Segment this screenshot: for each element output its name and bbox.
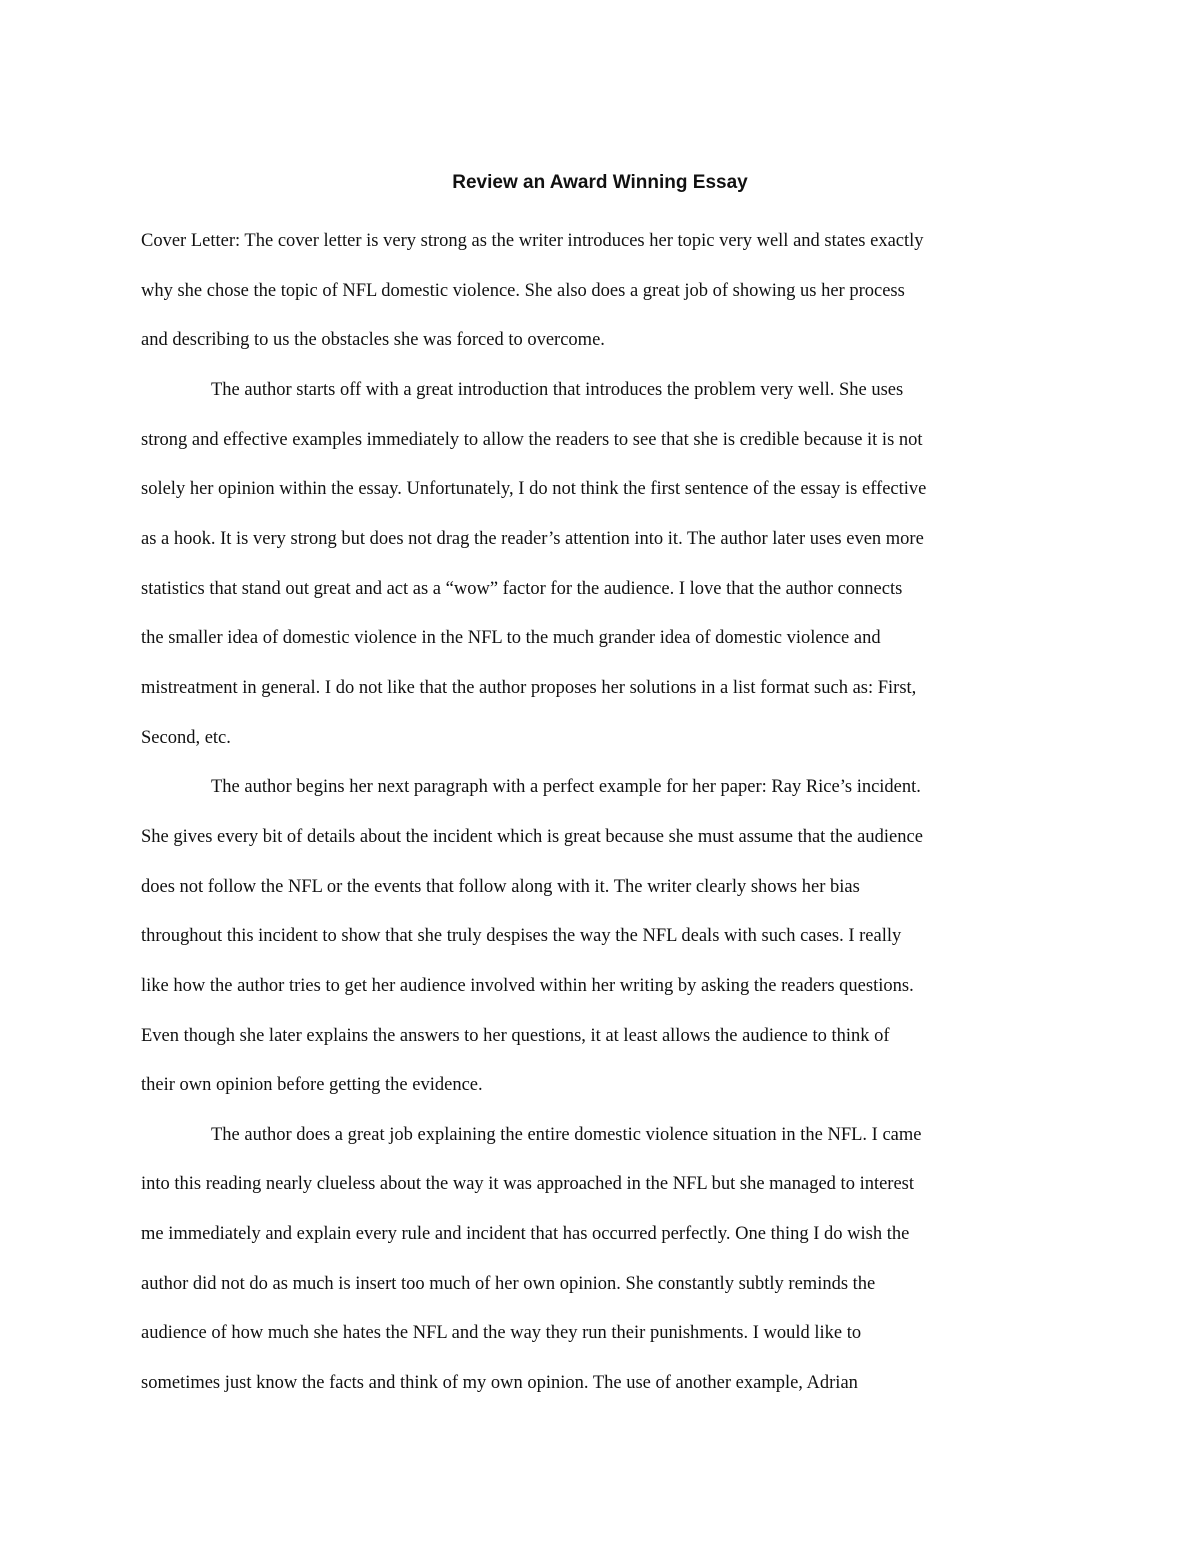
text-line: Even though she later explains the answers to her questions, it at least allows the audience to think of <box>141 1025 890 1046</box>
paragraph-first-line: The author does a great job explaining the entire domestic violence situation in the NFL. I came <box>211 1124 922 1145</box>
text-line: into this reading nearly clueless about the way it was approached in the NFL but she managed to interest <box>141 1174 915 1195</box>
text-line: mistreatment in general. I do not like that the author proposes her solutions in a list format such as: First, <box>141 677 917 698</box>
text-line: throughout this incident to show that she truly despises the way the NFL deals with such cases. I really <box>141 926 902 947</box>
text-line: Second, etc. <box>141 727 231 748</box>
paragraph-first-line: The author begins her next paragraph with a perfect example for her paper: Ray Rice’s incident. <box>211 777 921 798</box>
text-line: sometimes just know the facts and think of my own opinion. The use of another example, Adrian <box>141 1373 858 1394</box>
text-line: why she chose the topic of NFL domestic violence. She also does a great job of showing us her process <box>141 280 905 301</box>
text-line: Cover Letter: The cover letter is very strong as the writer introduces her topic very well and states exactly <box>141 231 924 251</box>
paragraph-first-line: The author starts off with a great introduction that introduces the problem very well. She uses <box>211 379 904 400</box>
text-line: strong and effective examples immediately to allow the readers to see that she is credible because it is not <box>141 429 923 450</box>
text-line: me immediately and explain every rule and incident that has occurred perfectly. One thing I do wish the <box>141 1224 910 1245</box>
document-title: Review an Award Winning Essay <box>452 172 748 193</box>
text-line: She gives every bit of details about the incident which is great because she must assume that the audience <box>141 826 923 847</box>
text-line: as a hook. It is very strong but does not drag the reader’s attention into it. The author later uses even more <box>141 528 924 549</box>
text-line: and describing to us the obstacles she was forced to overcome. <box>141 330 605 351</box>
document-body <box>141 226 1061 1418</box>
text-line: statistics that stand out great and act as a “wow” factor for the audience. I love that the author connects <box>141 578 903 599</box>
text-line: audience of how much she hates the NFL and the way they run their punishments. I would like to <box>141 1323 862 1344</box>
text-line: does not follow the NFL or the events that follow along with it. The writer clearly shows her bias <box>141 876 860 897</box>
text-line: solely her opinion within the essay. Unfortunately, I do not think the first sentence of the essay is effective <box>141 479 927 500</box>
text-line: their own opinion before getting the evidence. <box>141 1075 483 1096</box>
text-line: the smaller idea of domestic violence in the NFL to the much grander idea of domestic violence and <box>141 628 881 649</box>
text-line: author did not do as much is insert too much of her own opinion. She constantly subtly reminds the <box>141 1273 876 1294</box>
text-line: like how the author tries to get her audience involved within her writing by asking the readers questions. <box>141 975 914 996</box>
